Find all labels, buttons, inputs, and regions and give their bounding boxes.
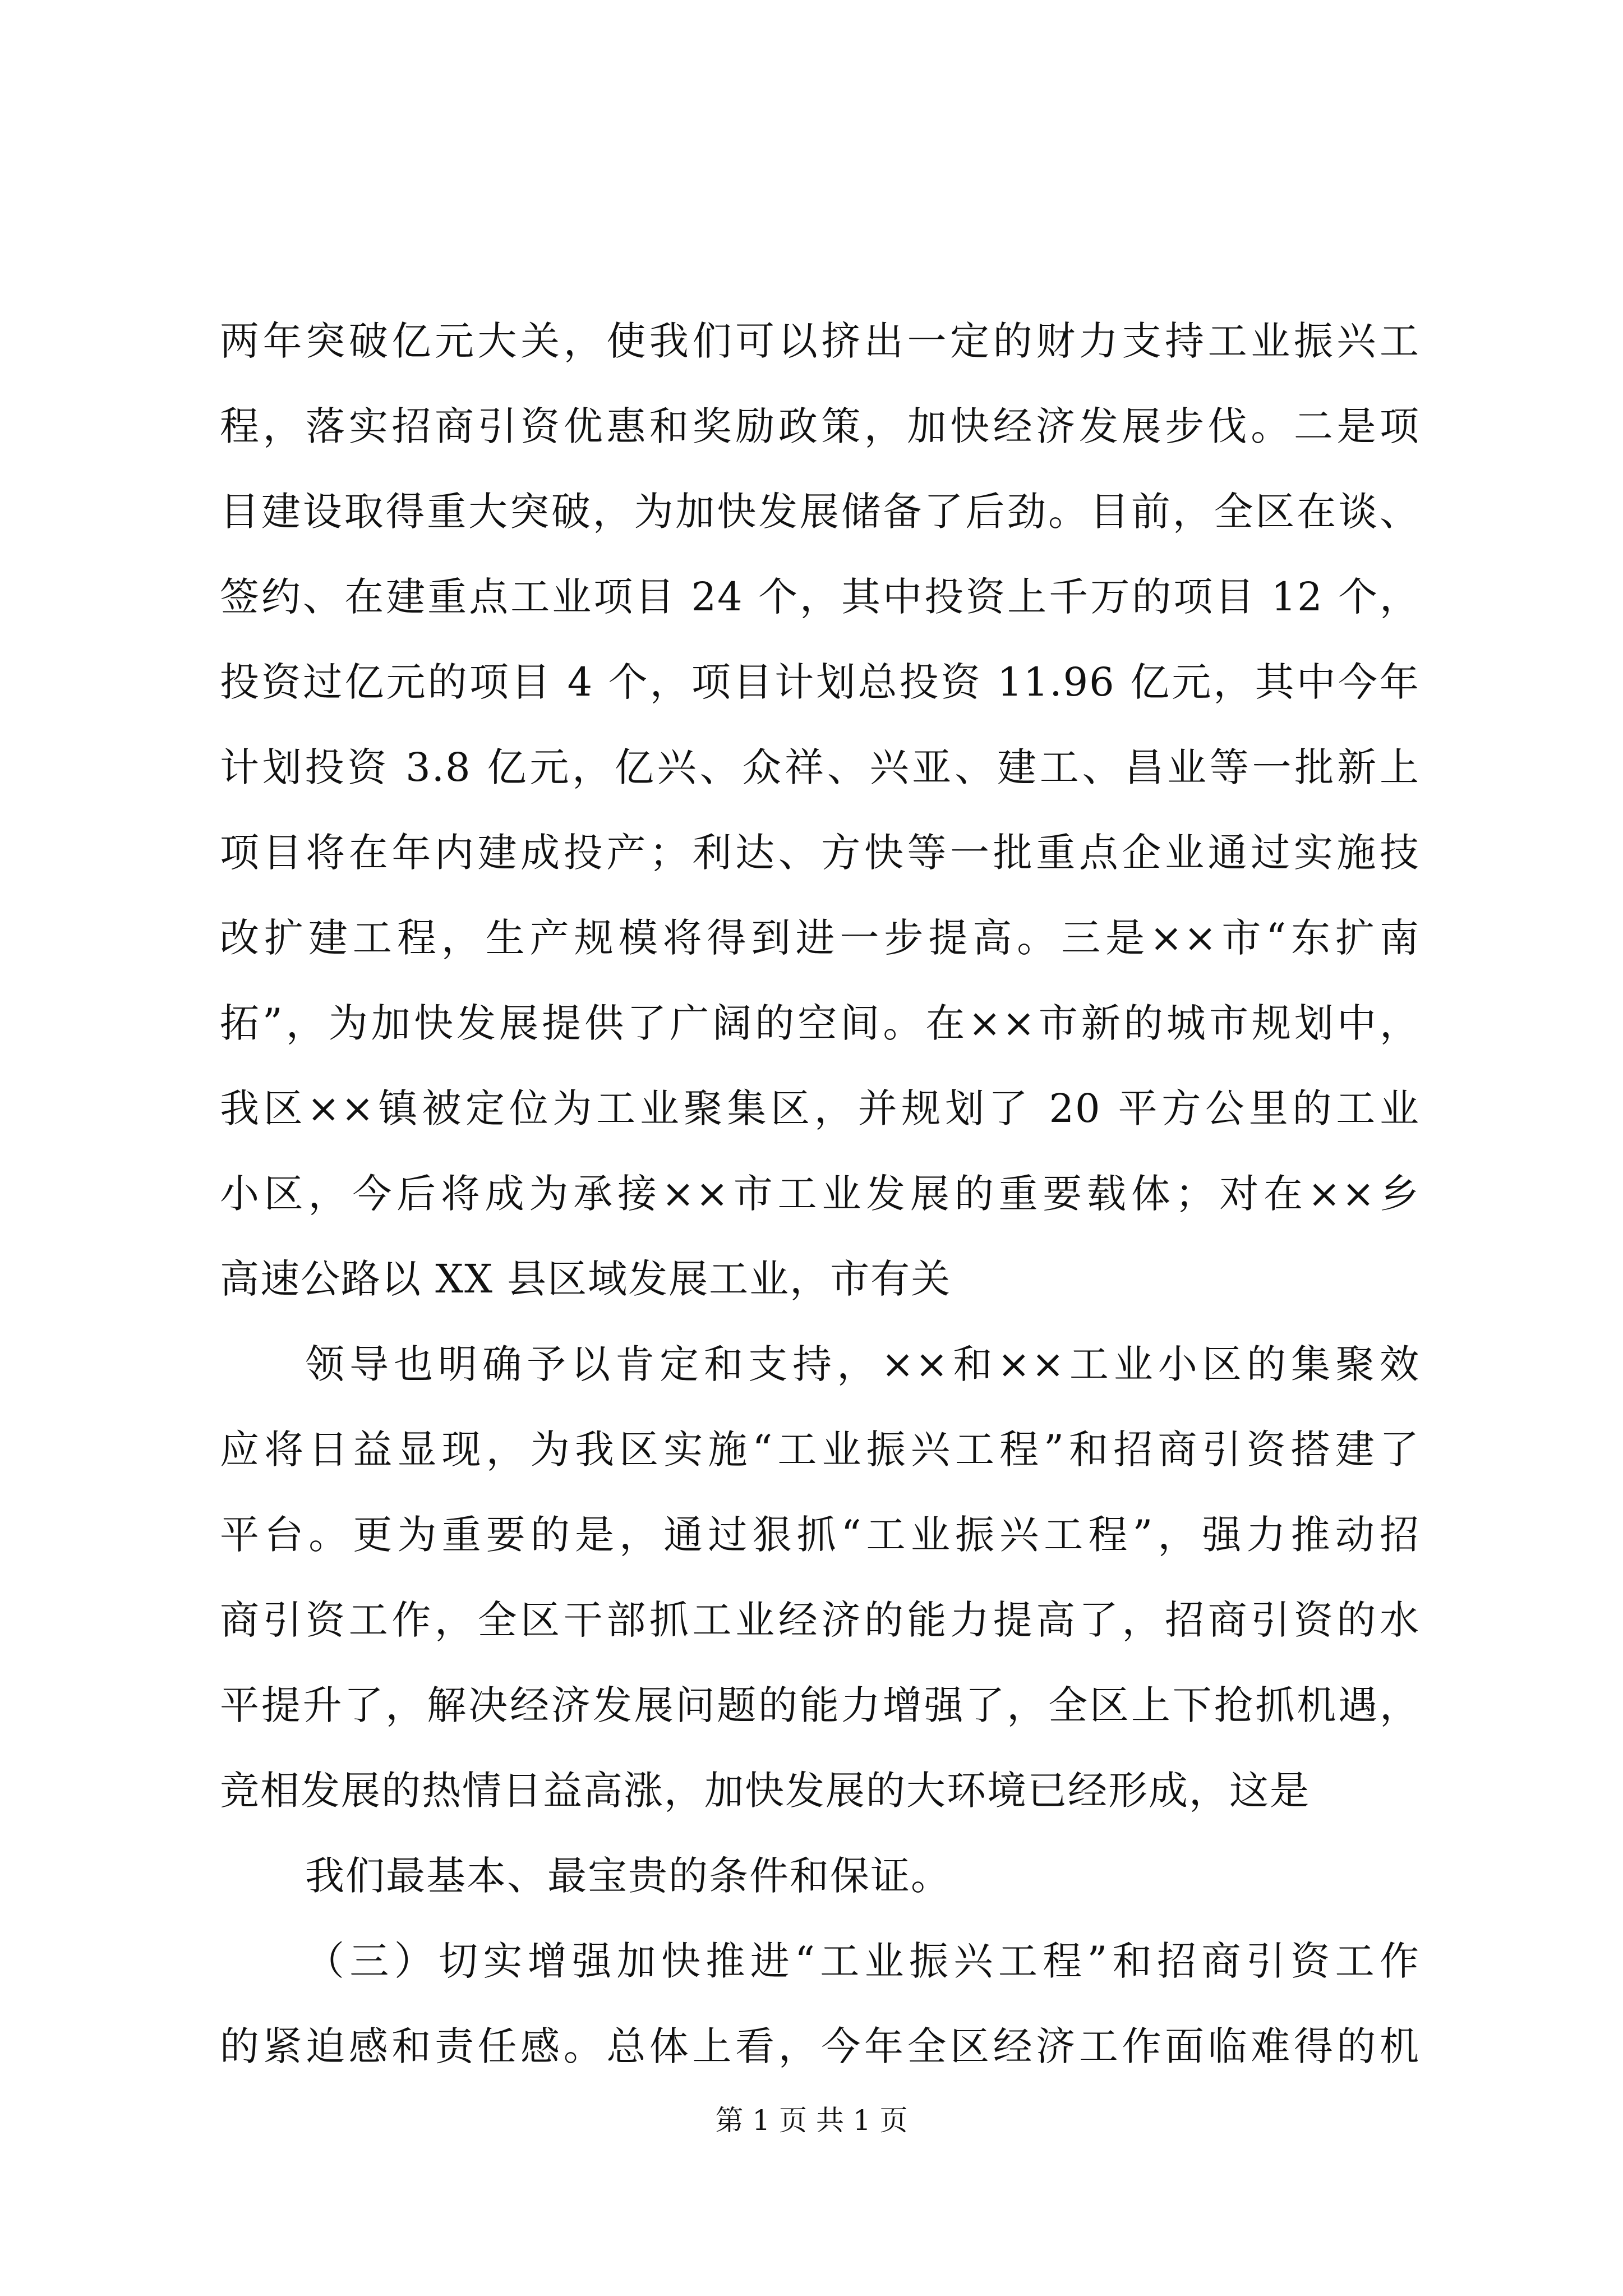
text-line: 我区××镇被定位为工业聚集区，并规划了 20 平方公里的工业 <box>220 1085 1420 1131</box>
text-line: 两年突破亿元大关，使我们可以挤出一定的财力支持工业振兴工 <box>220 318 1420 364</box>
text-line: 平提升了，解决经济发展问题的能力增强了，全区上下抢抓机遇， <box>220 1682 1420 1728</box>
text-line: 计划投资 3.8 亿元，亿兴、众祥、兴亚、建工、昌业等一批新上 <box>220 744 1420 790</box>
text-line: 小区，今后将成为承接××市工业发展的重要载体；对在××乡 <box>220 1171 1420 1217</box>
text-line: 应将日益显现，为我区实施“工业振兴工程”和招商引资搭建了 <box>220 1427 1420 1473</box>
text-line: 投资过亿元的项目 4 个，项目计划总投资 11.96 亿元，其中今年 <box>220 659 1420 705</box>
text-line: 改扩建工程，生产规模将得到进一步提高。三是××市“东扩南 <box>220 915 1420 961</box>
text-line: 平台。更为重要的是，通过狠抓“工业振兴工程”，强力推动招 <box>220 1512 1420 1558</box>
text-line: 程，落实招商引资优惠和奖励政策，加快经济发展步伐。二是项 <box>220 403 1420 449</box>
text-line: 项目将在年内建成投产；利达、方快等一批重点企业通过实施技 <box>220 830 1420 876</box>
text-line: 商引资工作，全区干部抓工业经济的能力提高了，招商引资的水 <box>220 1597 1420 1643</box>
text-line: 签约、在建重点工业项目 24 个，其中投资上千万的项目 12 个， <box>220 574 1420 620</box>
section-heading-line: （三）切实增强加快推进“工业振兴工程”和招商引资工作 <box>305 1938 1420 1984</box>
text-line: 的紧迫感和责任感。总体上看，今年全区经济工作面临难得的机 <box>220 2023 1420 2069</box>
text-line: 高速公路以 XX 县区域发展工业，市有关 <box>220 1256 952 1302</box>
text-line: 目建设取得重大突破，为加快发展储备了后劲。目前，全区在谈、 <box>220 489 1420 535</box>
text-line: 竞相发展的热情日益高涨，加快发展的大环境已经形成，这是 <box>220 1768 1310 1814</box>
page-number-footer: 第 1 页 共 1 页 <box>715 2104 908 2137</box>
text-line: 我们最基本、最宝贵的条件和保证。 <box>305 1853 951 1899</box>
text-line: 领导也明确予以肯定和支持，××和××工业小区的集聚效 <box>305 1341 1420 1387</box>
text-line: 拓”，为加快发展提供了广阔的空间。在××市新的城市规划中， <box>220 1000 1420 1046</box>
document-body <box>220 298 1420 2089</box>
